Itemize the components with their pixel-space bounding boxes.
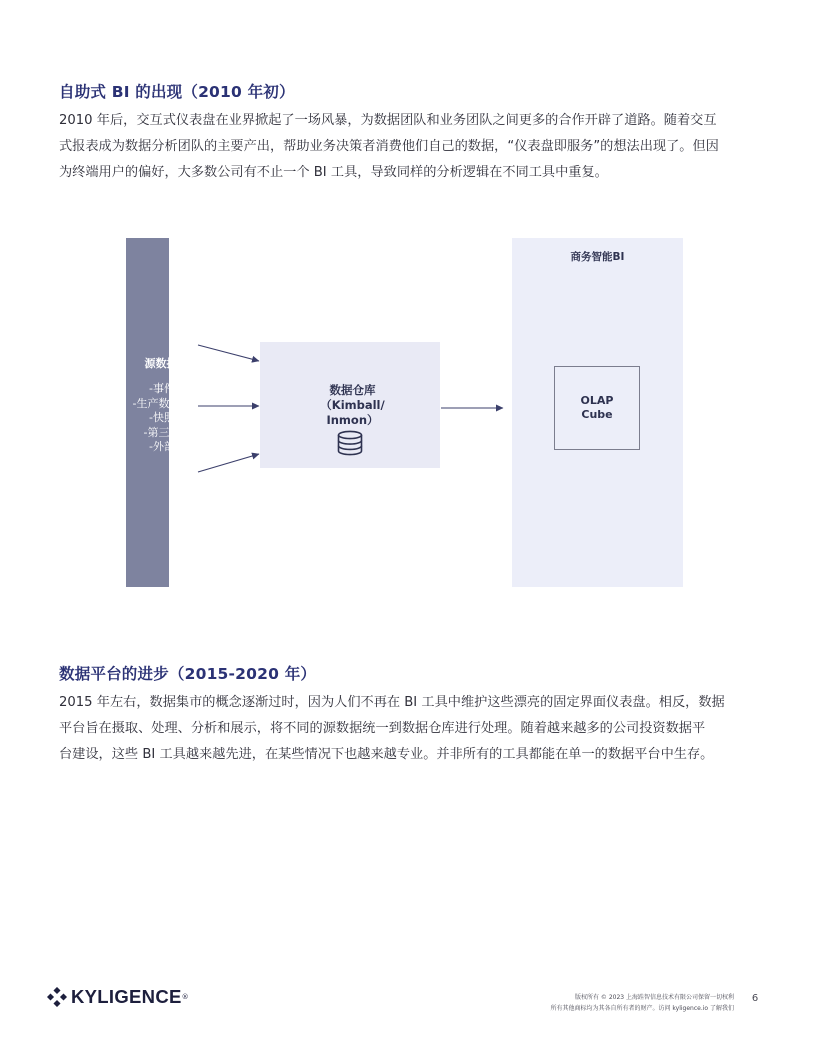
source-data-item: -生产数据库 [132, 396, 192, 410]
source-data-item: -外部 [149, 440, 175, 453]
paragraph-line: 平台旨在摄取、处理、分析和展示，将不同的源数据统一到数据仓库进行处理。随着越来越多的公司投资数据平 [59, 721, 706, 736]
data-warehouse-title-line: Inmon） [326, 413, 379, 427]
business-intelligence-title: 商务智能BI [570, 251, 625, 263]
source-data-title: 源数据 [144, 357, 178, 370]
paragraph-line: 式报表成为数据分析团队的主要产出，帮助业务决策者消费他们自己的数据，“仪表盘即服务”的想法出现了。但因 [59, 139, 719, 154]
section-heading-data-platform: 数据平台的进步（2015-2020 年） [59, 665, 317, 683]
page-number: 6 [751, 993, 759, 1004]
paragraph-line: 台建设，这些 BI 工具越来越先进，在某些情况下也越来越专业。并非所有的工具都能在单一的数据平台中生存。 [59, 747, 714, 762]
olap-cube-label-line: Cube [581, 408, 613, 421]
section-heading-self-service-bi: 自助式 BI 的出现（2010 年初） [59, 83, 295, 101]
data-warehouse-title-line: （Kimball/ [320, 398, 385, 412]
paragraph-line: 2010 年后，交互式仪表盘在业界掀起了一场风暴，为数据团队和业务团队之间更多的合作开辟了道路。随着交互 [59, 113, 717, 128]
arrow-source-to-warehouse-top [198, 345, 259, 361]
source-data-item: -事件 [149, 382, 175, 395]
paragraph-line: 2015 年左右，数据集市的概念逐渐过时，因为人们不再在 BI 工具中维护这些漂亮的固定界面仪表盘。相反，数据 [59, 695, 725, 710]
arrow-source-to-warehouse-bottom [198, 454, 259, 472]
kyligence-logo-text: KYLIGENCE [71, 986, 182, 1007]
paragraph-line: 为终端用户的偏好，大多数公司有不止一个 BI 工具，导致同样的分析逻辑在不同工具中重复。 [59, 165, 608, 180]
kyligence-logo-mark-icon [47, 987, 67, 1007]
copyright-notice [480, 992, 734, 1014]
section-paragraph-data-platform [59, 690, 763, 768]
copyright-line: 所有其他商标均为其各自所有者的财产。访问 kyligence.io 了解我们 [550, 1005, 734, 1012]
kyligence-logo [47, 986, 189, 1008]
source-data-item: -快照 [149, 411, 175, 424]
data-warehouse-title-line: 数据仓库 [329, 383, 376, 397]
copyright-line: 版权所有 © 2023 上海跬智信息技术有限公司保留一切权利 [575, 994, 734, 1001]
source-data-item: -第三方 [143, 425, 181, 439]
registered-mark: ® [181, 993, 189, 1001]
olap-cube-label-line: OLAP [580, 394, 614, 407]
